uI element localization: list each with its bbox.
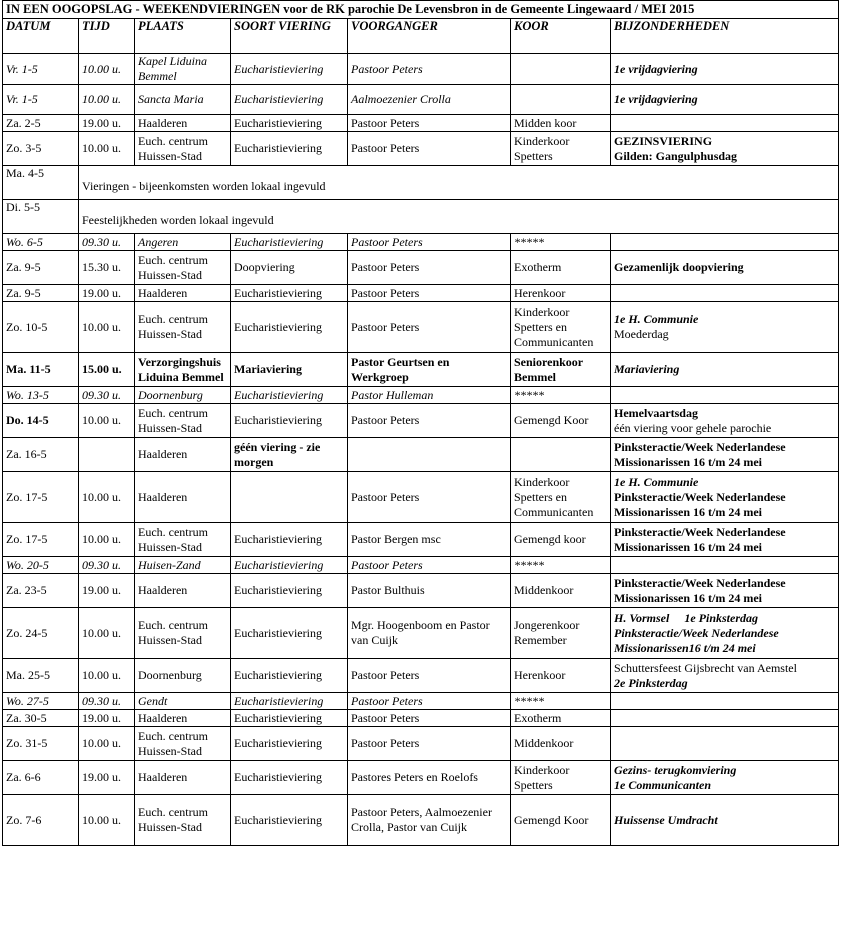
bijzonderheid-line: Gezamenlijk doopviering: [614, 260, 744, 274]
cell-voorganger: Pastor Geurtsen en Werkgroep: [348, 353, 511, 387]
bijzonderheid-line: Gilden: Gangulphusdag: [614, 148, 738, 163]
col-header-voorganger: VOORGANGER: [348, 19, 511, 54]
bijzonderheid-line: Pinksteractie/Week Nederlandese: [614, 524, 786, 539]
cell-tijd: 19.00 u.: [79, 574, 135, 608]
cell-plaats: Angeren: [135, 234, 231, 251]
cell-koor: Gemengd Koor: [511, 404, 611, 438]
cell-plaats: Haalderen: [135, 761, 231, 795]
cell-datum: Za. 9-5: [3, 251, 79, 285]
cell-koor: Kinderkoor Spetters: [511, 761, 611, 795]
cell-voorganger: Mgr. Hoogenboom en Pastor van Cuijk: [348, 608, 511, 659]
cell-bijzonderheden: [611, 387, 839, 404]
cell-soort-viering: Eucharistieviering: [231, 234, 348, 251]
cell-koor: Jongerenkoor Remember: [511, 608, 611, 659]
cell-tijd: 10.00 u.: [79, 85, 135, 115]
cell-datum: Wo. 13-5: [3, 387, 79, 404]
cell-koor: Midden koor: [511, 115, 611, 132]
cell-plaats: Haalderen: [135, 574, 231, 608]
cell-tijd: 10.00 u.: [79, 472, 135, 523]
table-row: [3, 523, 839, 557]
cell-bijzonderheden: [611, 795, 839, 846]
cell-tijd: 19.00 u.: [79, 710, 135, 727]
bijzonderheid-line: H. Vormsel 1e Pinksterdag: [614, 610, 759, 625]
bijzonderheid-line: Pinksteractie/Week Nederlandese: [614, 489, 786, 504]
cell-tijd: 19.00 u.: [79, 115, 135, 132]
cell-bijzonderheden: [611, 608, 839, 659]
cell-voorganger: Pastoor Peters: [348, 710, 511, 727]
cell-voorganger: Pastoor Peters: [348, 234, 511, 251]
cell-bijzonderheden: [611, 710, 839, 727]
cell-voorganger: Pastor Bergen msc: [348, 523, 511, 557]
cell-koor: Kinderkoor Spetters en Communicanten: [511, 302, 611, 353]
cell-tijd: 10.00 u.: [79, 132, 135, 166]
cell-bijzonderheden: [611, 54, 839, 85]
cell-bijzonderheden: [611, 353, 839, 387]
cell-merged-note: Feestelijkheden worden lokaal ingevuld: [79, 200, 839, 234]
cell-datum: Vr. 1-5: [3, 85, 79, 115]
col-header-plaats: PLAATS: [135, 19, 231, 54]
cell-koor: *****: [511, 693, 611, 710]
col-header-datum: DATUM: [3, 19, 79, 54]
cell-voorganger: Pastor Hulleman: [348, 387, 511, 404]
header-row: [3, 19, 839, 54]
cell-koor: Middenkoor: [511, 574, 611, 608]
cell-datum: Wo. 27-5: [3, 693, 79, 710]
table-row: [3, 200, 839, 234]
cell-plaats: Euch. centrum Huissen-Stad: [135, 795, 231, 846]
cell-tijd: 10.00 u.: [79, 608, 135, 659]
cell-koor: Herenkoor: [511, 285, 611, 302]
table-row: [3, 54, 839, 85]
table-row: [3, 234, 839, 251]
cell-datum: Za. 6-6: [3, 761, 79, 795]
bijzonderheid-line: Missionarissen 16 t/m 24 mei: [614, 454, 762, 469]
cell-koor: Gemengd koor: [511, 523, 611, 557]
cell-soort-viering: Eucharistieviering: [231, 693, 348, 710]
cell-plaats: Euch. centrum Huissen-Stad: [135, 523, 231, 557]
table-row: [3, 727, 839, 761]
cell-datum: Zo. 17-5: [3, 472, 79, 523]
cell-plaats: Euch. centrum Huissen-Stad: [135, 608, 231, 659]
cell-tijd: 15.00 u.: [79, 353, 135, 387]
cell-plaats: Euch. centrum Huissen-Stad: [135, 132, 231, 166]
cell-tijd: 10.00 u.: [79, 523, 135, 557]
table-row: [3, 166, 839, 200]
cell-voorganger: Pastores Peters en Roelofs: [348, 761, 511, 795]
cell-datum: Za. 16-5: [3, 438, 79, 472]
cell-bijzonderheden: [611, 302, 839, 353]
cell-datum: Zo. 24-5: [3, 608, 79, 659]
cell-plaats: Haalderen: [135, 285, 231, 302]
cell-koor: Middenkoor: [511, 727, 611, 761]
cell-voorganger: Pastoor Peters: [348, 557, 511, 574]
bijzonderheid-line: Missionarissen 16 t/m 24 mei: [614, 504, 762, 519]
cell-datum: Zo. 7-6: [3, 795, 79, 846]
col-header-koor: KOOR: [511, 19, 611, 54]
cell-koor: *****: [511, 557, 611, 574]
cell-plaats: Haalderen: [135, 115, 231, 132]
cell-bijzonderheden: [611, 438, 839, 472]
table-row: [3, 387, 839, 404]
cell-bijzonderheden: [611, 251, 839, 285]
cell-soort-viering: Eucharistieviering: [231, 727, 348, 761]
cell-voorganger: Pastoor Peters: [348, 285, 511, 302]
cell-plaats: Verzorgingshuis Liduina Bemmel: [135, 353, 231, 387]
table-row: [3, 659, 839, 693]
cell-tijd: 09.30 u.: [79, 234, 135, 251]
table-row: [3, 438, 839, 472]
cell-koor: Exotherm: [511, 251, 611, 285]
cell-datum: Za. 23-5: [3, 574, 79, 608]
cell-plaats: Huisen-Zand: [135, 557, 231, 574]
cell-tijd: 10.00 u.: [79, 404, 135, 438]
cell-koor: [511, 54, 611, 85]
cell-datum: Ma. 25-5: [3, 659, 79, 693]
table-row: [3, 353, 839, 387]
cell-bijzonderheden: [611, 523, 839, 557]
cell-tijd: 10.00 u.: [79, 302, 135, 353]
cell-voorganger: Aalmoezenier Crolla: [348, 85, 511, 115]
cell-plaats: Gendt: [135, 693, 231, 710]
cell-plaats: Haalderen: [135, 438, 231, 472]
bijzonderheid-line: Missionarissen 16 t/m 24 mei: [614, 590, 762, 605]
cell-voorganger: Pastoor Peters: [348, 693, 511, 710]
cell-soort-viering: Eucharistieviering: [231, 523, 348, 557]
cell-soort-viering: Eucharistieviering: [231, 761, 348, 795]
cell-bijzonderheden: [611, 285, 839, 302]
cell-bijzonderheden: [611, 85, 839, 115]
cell-soort-viering: Eucharistieviering: [231, 115, 348, 132]
cell-soort-viering: Eucharistieviering: [231, 608, 348, 659]
cell-bijzonderheden: [611, 404, 839, 438]
cell-voorganger: [348, 438, 511, 472]
cell-tijd: 09.30 u.: [79, 693, 135, 710]
cell-soort-viering: Eucharistieviering: [231, 574, 348, 608]
cell-plaats: Haalderen: [135, 472, 231, 523]
cell-plaats: Euch. centrum Huissen-Stad: [135, 404, 231, 438]
bijzonderheid-line: 1e Communicanten: [614, 777, 712, 792]
cell-soort-viering: Eucharistieviering: [231, 85, 348, 115]
cell-tijd: 10.00 u.: [79, 54, 135, 85]
cell-tijd: 10.00 u.: [79, 659, 135, 693]
cell-bijzonderheden: [611, 132, 839, 166]
cell-bijzonderheden: [611, 234, 839, 251]
cell-bijzonderheden: [611, 761, 839, 795]
title-row: [3, 1, 839, 19]
table-row: [3, 557, 839, 574]
table-row: [3, 761, 839, 795]
table-row: [3, 251, 839, 285]
cell-datum: Di. 5-5: [3, 200, 79, 234]
bijzonderheid-line: één viering voor gehele parochie: [614, 420, 772, 435]
cell-koor: *****: [511, 234, 611, 251]
col-header-soort-viering: SOORT VIERING: [231, 19, 348, 54]
cell-soort-viering: Eucharistieviering: [231, 54, 348, 85]
cell-datum: Wo. 20-5: [3, 557, 79, 574]
cell-plaats: Haalderen: [135, 710, 231, 727]
table-row: [3, 285, 839, 302]
cell-bijzonderheden: [611, 693, 839, 710]
cell-voorganger: Pastoor Peters: [348, 727, 511, 761]
col-header-bijzonderheden: BIJZONDERHEDEN: [611, 19, 839, 54]
cell-soort-viering: Eucharistieviering: [231, 404, 348, 438]
cell-bijzonderheden: [611, 557, 839, 574]
cell-datum: Do. 14-5: [3, 404, 79, 438]
schedule-sheet: [2, 0, 838, 846]
cell-soort-viering: Eucharistieviering: [231, 710, 348, 727]
cell-plaats: Euch. centrum Huissen-Stad: [135, 251, 231, 285]
table-row: [3, 710, 839, 727]
cell-koor: [511, 438, 611, 472]
cell-plaats: Euch. centrum Huissen-Stad: [135, 302, 231, 353]
cell-soort-viering: géén viering - zie morgen: [231, 438, 348, 472]
cell-bijzonderheden: [611, 574, 839, 608]
bijzonderheid-line: 1e H. Communie: [614, 312, 699, 326]
cell-datum: Za. 30-5: [3, 710, 79, 727]
cell-tijd: 19.00 u.: [79, 761, 135, 795]
cell-koor: Exotherm: [511, 710, 611, 727]
bijzonderheid-line: Missionarissen 16 t/m 24 mei: [614, 539, 762, 554]
cell-plaats: Sancta Maria: [135, 85, 231, 115]
cell-voorganger: Pastoor Peters, Aalmoezenier Crolla, Pastor van Cuijk: [348, 795, 511, 846]
bijzonderheid-line: Pinksteractie/Week Nederlandese: [614, 439, 786, 454]
cell-voorganger: Pastoor Peters: [348, 251, 511, 285]
cell-datum: Wo. 6-5: [3, 234, 79, 251]
table-row: [3, 608, 839, 659]
bijzonderheid-line: GEZINSVIERING: [614, 133, 713, 148]
table-row: [3, 115, 839, 132]
bijzonderheid-line: Missionarissen16 t/m 24 mei: [614, 640, 756, 655]
bijzonderheid-line: 2e Pinksterdag: [614, 675, 688, 690]
table-row: [3, 404, 839, 438]
cell-datum: Zo. 10-5: [3, 302, 79, 353]
table-row: [3, 574, 839, 608]
cell-plaats: Euch. centrum Huissen-Stad: [135, 727, 231, 761]
bijzonderheid-line: Pinksteractie/Week Nederlandese: [614, 625, 779, 640]
cell-tijd: 19.00 u.: [79, 285, 135, 302]
cell-voorganger: Pastoor Peters: [348, 115, 511, 132]
table-row: [3, 132, 839, 166]
cell-tijd: 10.00 u.: [79, 727, 135, 761]
cell-koor: [511, 85, 611, 115]
table-row: [3, 693, 839, 710]
cell-soort-viering: Doopviering: [231, 251, 348, 285]
cell-voorganger: Pastoor Peters: [348, 472, 511, 523]
cell-datum: Zo. 17-5: [3, 523, 79, 557]
cell-soort-viering: Eucharistieviering: [231, 557, 348, 574]
cell-datum: Za. 9-5: [3, 285, 79, 302]
cell-bijzonderheden: [611, 727, 839, 761]
cell-koor: Kinderkoor Spetters en Communicanten: [511, 472, 611, 523]
cell-voorganger: Pastor Bulthuis: [348, 574, 511, 608]
cell-datum: Zo. 3-5: [3, 132, 79, 166]
schedule-rows: [3, 54, 839, 846]
bijzonderheid-line: 1e vrijdagviering: [614, 92, 698, 106]
cell-soort-viering: Eucharistieviering: [231, 132, 348, 166]
cell-datum: Ma. 4-5: [3, 166, 79, 200]
cell-koor: Seniorenkoor Bemmel: [511, 353, 611, 387]
schedule-table: [2, 0, 839, 846]
bijzonderheid-line: 1e vrijdagviering: [614, 61, 698, 76]
cell-merged-note: Vieringen - bijeenkomsten worden lokaal ingevuld: [79, 166, 839, 200]
cell-tijd: [79, 438, 135, 472]
cell-voorganger: Pastoor Peters: [348, 404, 511, 438]
cell-datum: Zo. 31-5: [3, 727, 79, 761]
cell-bijzonderheden: [611, 115, 839, 132]
bijzonderheid-line: Moederdag: [614, 327, 669, 341]
bijzonderheid-line: Hemelvaartsdag: [614, 405, 698, 420]
bijzonderheid-line: Pinksteractie/Week Nederlandese: [614, 575, 786, 590]
cell-tijd: 09.30 u.: [79, 387, 135, 404]
bijzonderheid-line: 1e H. Communie: [614, 474, 699, 489]
cell-datum: Ma. 11-5: [3, 353, 79, 387]
cell-voorganger: Pastoor Peters: [348, 302, 511, 353]
cell-tijd: 10.00 u.: [79, 795, 135, 846]
cell-soort-viering: Eucharistieviering: [231, 387, 348, 404]
cell-plaats: Doornenburg: [135, 659, 231, 693]
table-row: [3, 302, 839, 353]
cell-koor: Kinderkoor Spetters: [511, 132, 611, 166]
cell-soort-viering: Eucharistieviering: [231, 659, 348, 693]
cell-soort-viering: Mariaviering: [231, 353, 348, 387]
col-header-tijd: TIJD: [79, 19, 135, 54]
cell-koor: Gemengd Koor: [511, 795, 611, 846]
bijzonderheid-line: Huissense Umdracht: [614, 812, 718, 827]
cell-voorganger: Pastoor Peters: [348, 54, 511, 85]
table-row: [3, 85, 839, 115]
cell-bijzonderheden: [611, 659, 839, 693]
cell-tijd: 15.30 u.: [79, 251, 135, 285]
cell-plaats: Kapel Liduina Bemmel: [135, 54, 231, 85]
cell-voorganger: Pastoor Peters: [348, 132, 511, 166]
cell-tijd: 09.30 u.: [79, 557, 135, 574]
bijzonderheid-line: Schuttersfeest Gijsbrecht van Aemstel: [614, 660, 797, 675]
bijzonderheid-line: Mariaviering: [614, 362, 680, 376]
cell-plaats: Doornenburg: [135, 387, 231, 404]
cell-koor: *****: [511, 387, 611, 404]
cell-soort-viering: Eucharistieviering: [231, 795, 348, 846]
cell-soort-viering: Eucharistieviering: [231, 302, 348, 353]
page-title: IN EEN OOGOPSLAG - WEEKENDVIERINGEN voor de RK parochie De Levensbron in de Gemeente Lingewaard / MEI 2015: [3, 1, 839, 19]
cell-soort-viering: [231, 472, 348, 523]
table-row: [3, 795, 839, 846]
cell-soort-viering: Eucharistieviering: [231, 285, 348, 302]
cell-datum: Za. 2-5: [3, 115, 79, 132]
table-row: [3, 472, 839, 523]
cell-koor: Herenkoor: [511, 659, 611, 693]
bijzonderheid-line: Gezins- terugkomviering: [614, 762, 737, 777]
cell-datum: Vr. 1-5: [3, 54, 79, 85]
cell-bijzonderheden: [611, 472, 839, 523]
cell-voorganger: Pastoor Peters: [348, 659, 511, 693]
